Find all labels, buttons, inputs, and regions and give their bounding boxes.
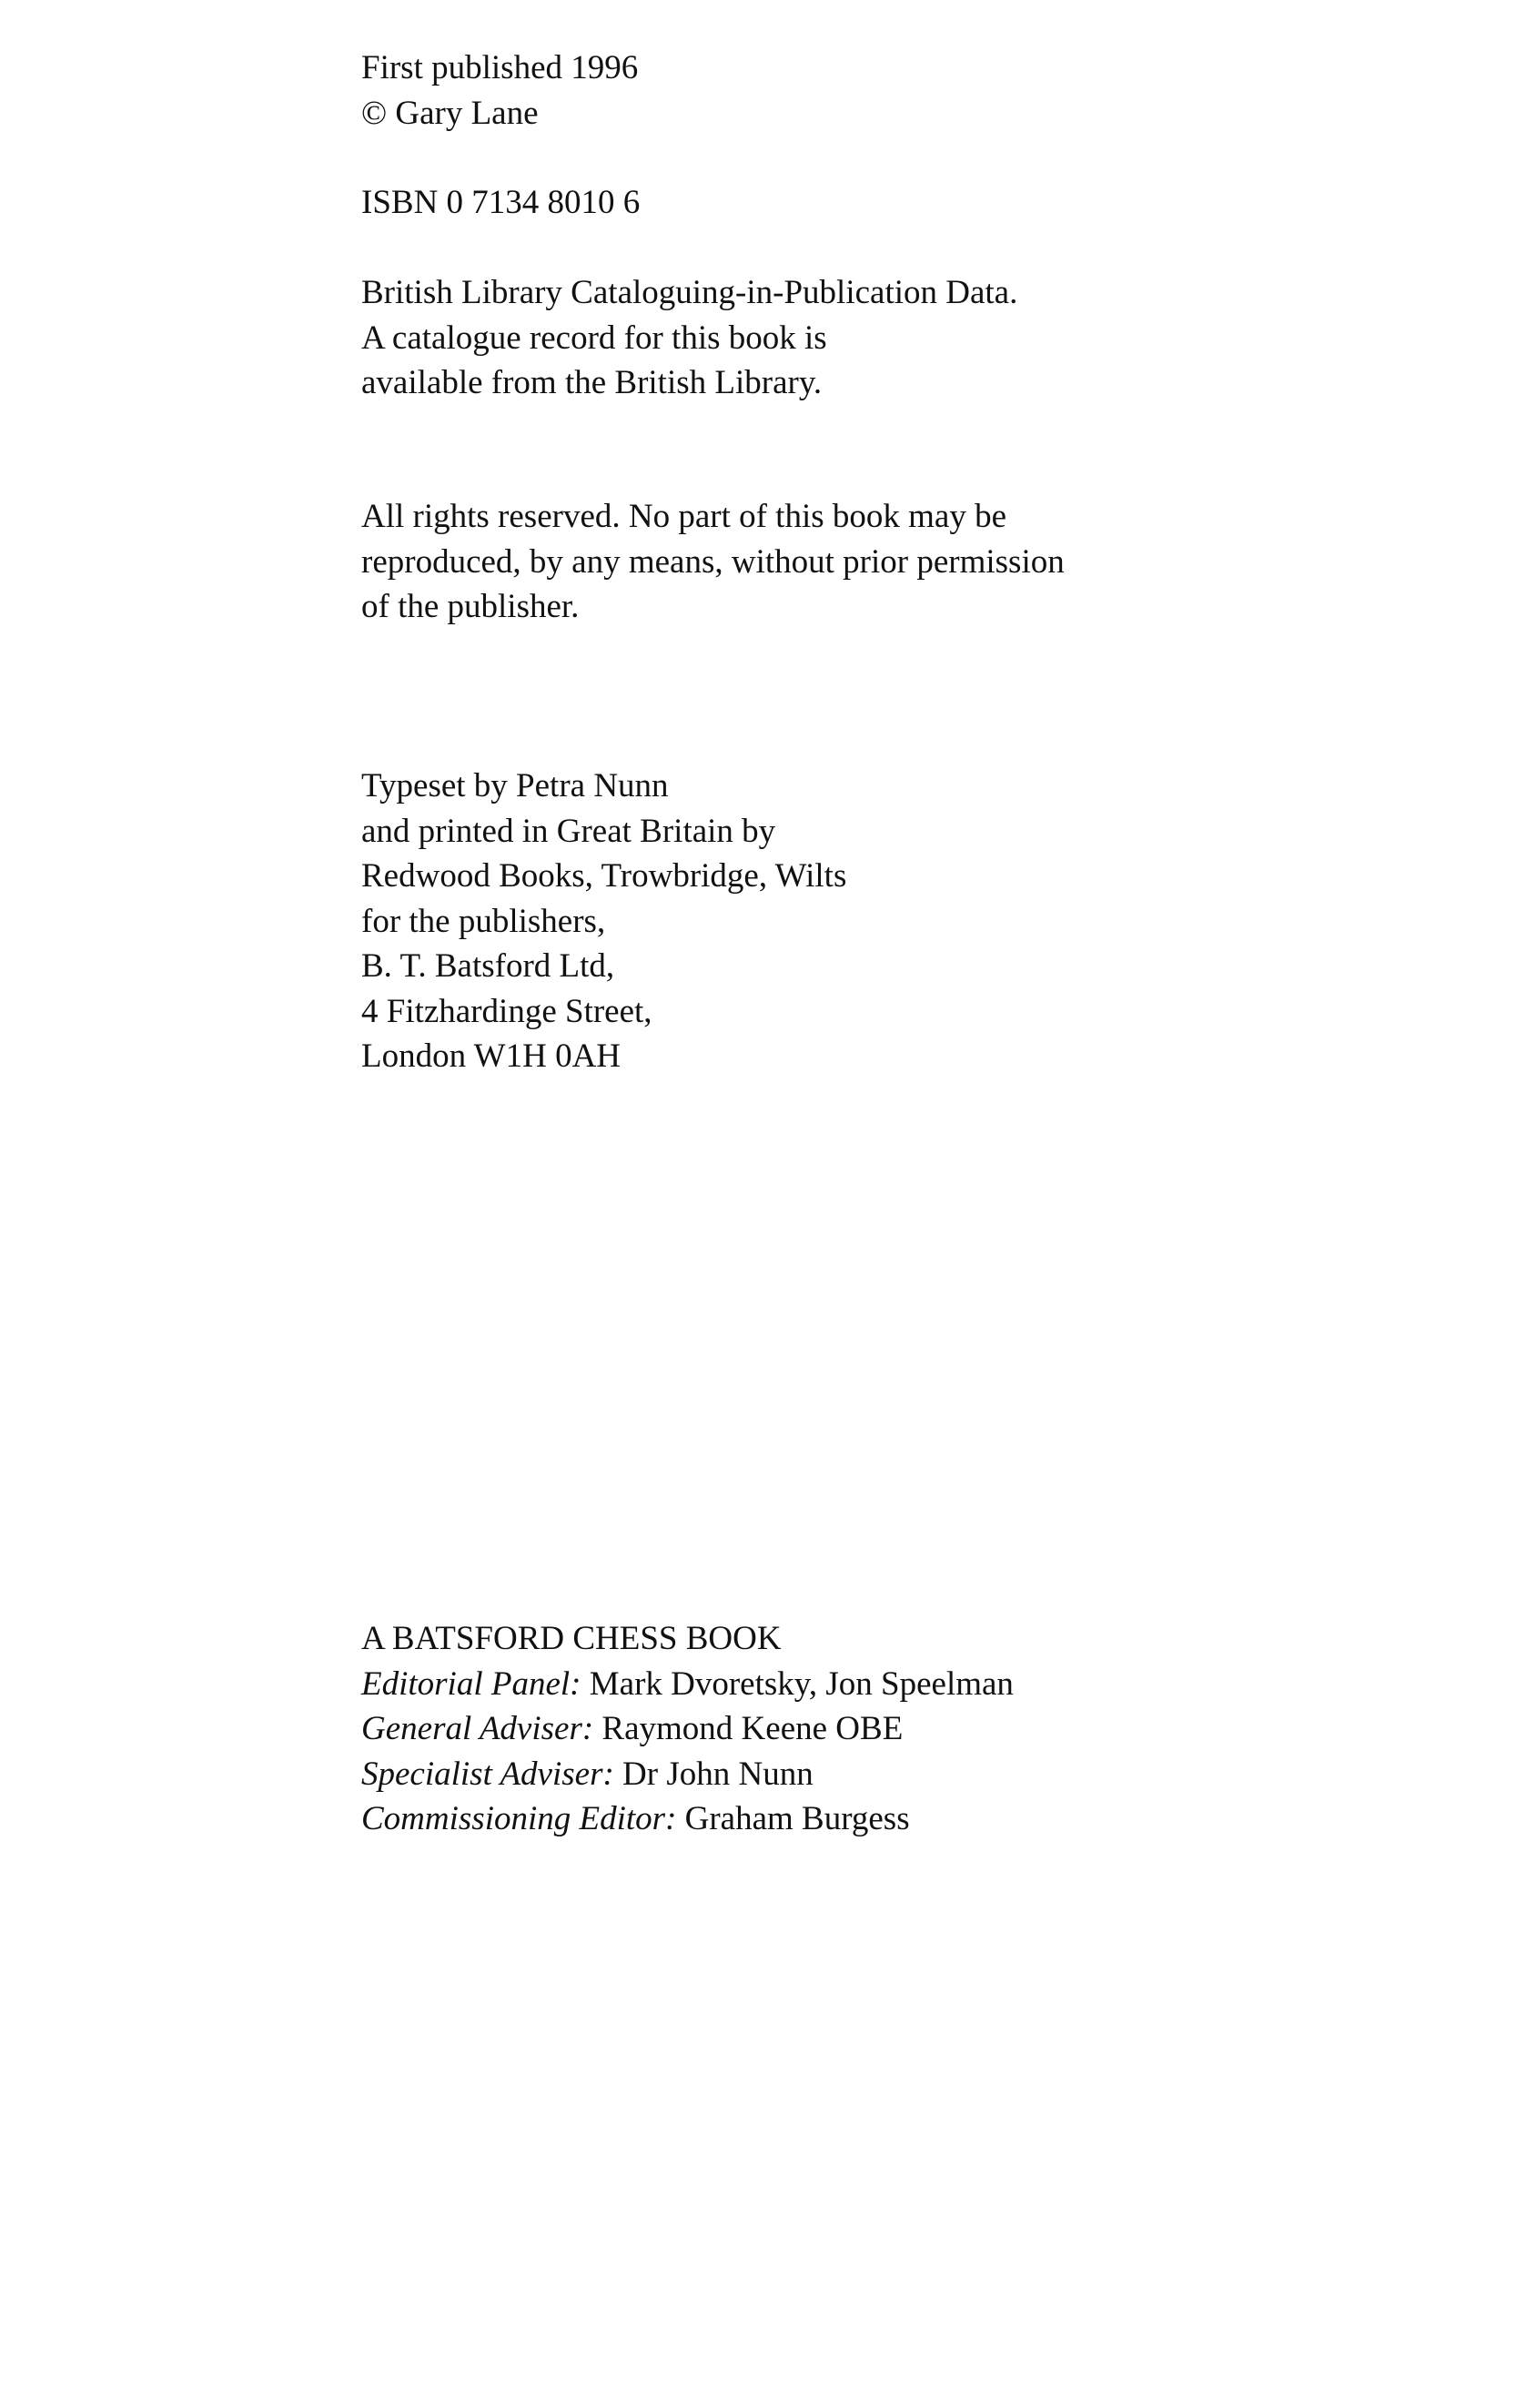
isbn-line: ISBN 0 7134 8010 6	[361, 184, 641, 221]
rights-line: of the publisher.	[361, 588, 580, 625]
cip-line: A catalogue record for this book is	[361, 319, 827, 357]
credit-names: Graham Burgess	[684, 1800, 910, 1837]
credit-names: Dr John Nunn	[622, 1755, 814, 1793]
printer-line: and printed in Great Britain by	[361, 812, 776, 850]
printer-block	[361, 764, 846, 1079]
credit-role: General Adviser:	[361, 1710, 594, 1747]
rights-block	[361, 494, 1065, 630]
printer-line: for the publishers,	[361, 902, 606, 940]
cip-line: available from the British Library.	[361, 364, 823, 401]
printer-line: London W1H 0AH	[361, 1037, 622, 1075]
credit-line-editorial-panel	[361, 1662, 1014, 1707]
series-title: A BATSFORD CHESS BOOK	[361, 1620, 782, 1657]
credit-names: Mark Dvoretsky, Jon Speelman	[589, 1664, 1014, 1703]
first-published-line: First published 1996	[361, 49, 639, 86]
printer-line: B. T. Batsford Ltd,	[361, 947, 615, 985]
rights-line: All rights reserved. No part of this book may be	[361, 498, 1007, 535]
cip-line: British Library Cataloguing-in-Publication Data.	[361, 274, 1018, 311]
credit-names: Raymond Keene OBE	[601, 1710, 904, 1747]
copyright-block	[361, 46, 638, 136]
isbn-block	[361, 180, 640, 226]
rights-line: reproduced, by any means, without prior permission	[361, 542, 1065, 581]
printer-line: Redwood Books, Trowbridge, Wilts	[361, 857, 847, 895]
printer-line: 4 Fitzhardinge Street,	[361, 992, 652, 1030]
series-block	[361, 1616, 1014, 1842]
copyright-page	[361, 0, 1453, 2408]
credit-role: Editorial Panel:	[361, 1664, 581, 1703]
credit-role: Specialist Adviser:	[361, 1755, 614, 1793]
copyright-holder-line: © Gary Lane	[361, 94, 539, 132]
printer-line: Typeset by Petra Nunn	[361, 767, 669, 804]
credit-line-specialist-adviser	[361, 1752, 1014, 1797]
credit-line-commissioning-editor	[361, 1796, 1014, 1842]
credit-role: Commissioning Editor:	[361, 1800, 677, 1837]
credit-line-general-adviser	[361, 1706, 1014, 1752]
cip-block	[361, 270, 1017, 406]
